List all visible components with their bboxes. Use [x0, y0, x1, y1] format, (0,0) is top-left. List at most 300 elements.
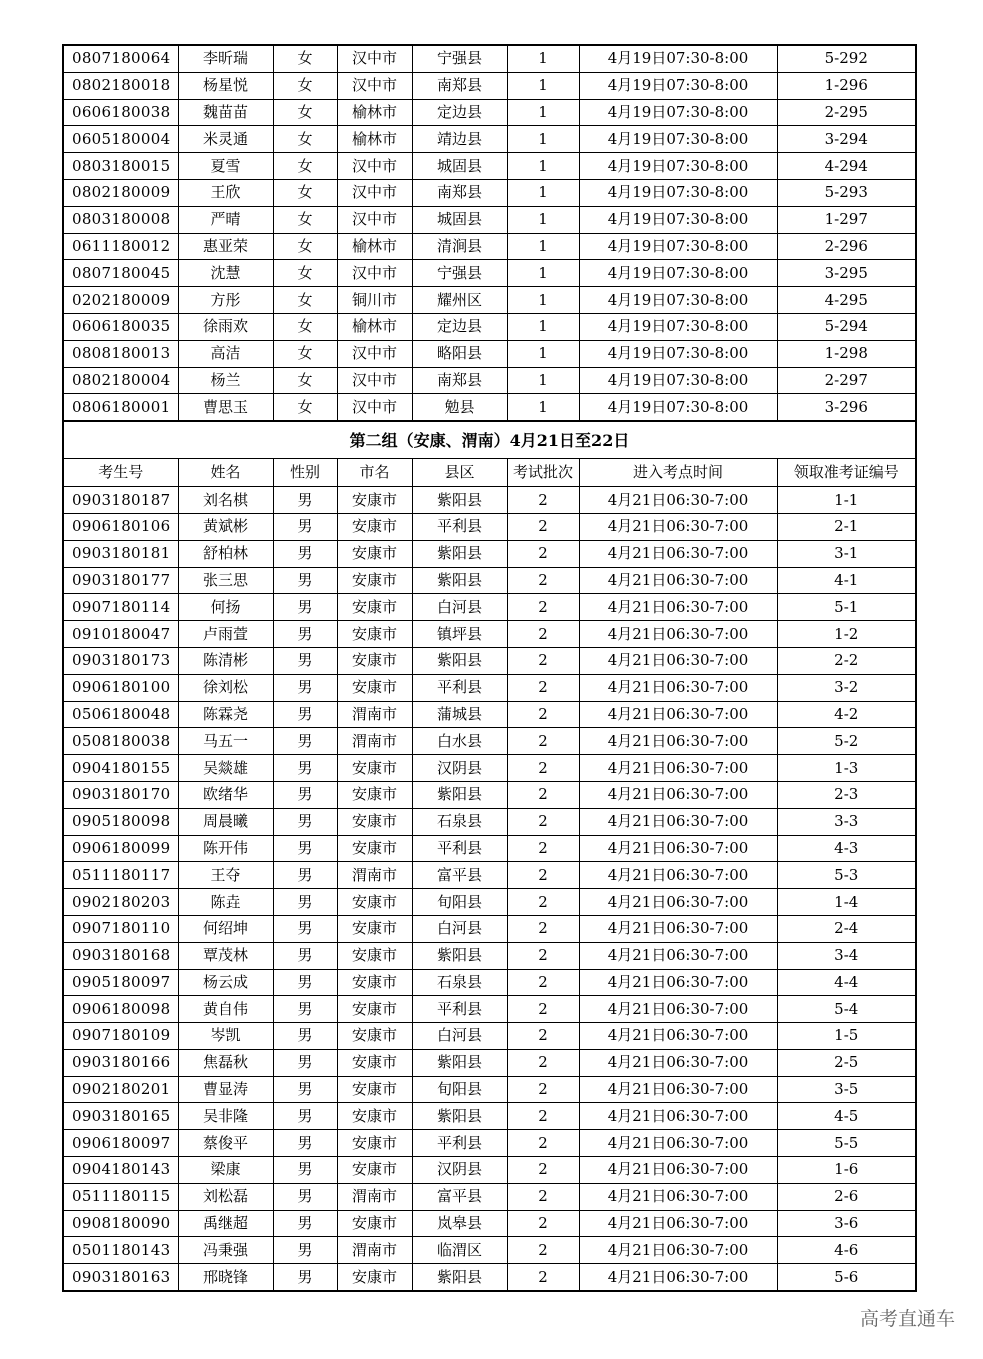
header-ticket-number: 领取准考证编号 — [777, 459, 916, 487]
cell-entry-time: 4月21日06:30-7:00 — [579, 915, 777, 942]
cell-city: 汉中市 — [337, 260, 412, 287]
cell-gender: 男 — [273, 1023, 337, 1050]
cell-name: 蔡俊平 — [178, 1130, 273, 1157]
cell-city: 安康市 — [337, 1023, 412, 1050]
cell-city: 榆林市 — [337, 99, 412, 126]
cell-gender: 男 — [273, 1264, 337, 1291]
cell-ticket-number: 5-292 — [777, 45, 916, 72]
cell-batch: 1 — [507, 313, 579, 340]
table-row — [63, 367, 916, 394]
table-row — [63, 153, 916, 180]
cell-name: 杨兰 — [178, 367, 273, 394]
cell-entry-time: 4月19日07:30-8:00 — [579, 313, 777, 340]
cell-ticket-number: 4-5 — [777, 1103, 916, 1130]
cell-batch: 2 — [507, 1157, 579, 1184]
cell-batch: 2 — [507, 647, 579, 674]
group1-rows — [63, 45, 916, 421]
cell-city: 汉中市 — [337, 340, 412, 367]
cell-gender: 男 — [273, 1237, 337, 1264]
table-row — [63, 260, 916, 287]
cell-entry-time: 4月21日06:30-7:00 — [579, 1264, 777, 1291]
cell-exam-number: 0903180168 — [63, 942, 178, 969]
cell-entry-time: 4月21日06:30-7:00 — [579, 621, 777, 648]
cell-batch: 2 — [507, 835, 579, 862]
cell-ticket-number: 5-3 — [777, 862, 916, 889]
cell-county: 岚皋县 — [412, 1210, 507, 1237]
cell-entry-time: 4月21日06:30-7:00 — [579, 701, 777, 728]
table-row — [63, 594, 916, 621]
cell-gender: 男 — [273, 862, 337, 889]
cell-ticket-number: 2-3 — [777, 781, 916, 808]
cell-batch: 2 — [507, 1049, 579, 1076]
cell-county: 汉阴县 — [412, 1157, 507, 1184]
cell-exam-number: 0605180004 — [63, 126, 178, 153]
cell-exam-number: 0904180143 — [63, 1157, 178, 1184]
cell-city: 安康市 — [337, 487, 412, 514]
cell-county: 紫阳县 — [412, 1103, 507, 1130]
cell-county: 靖边县 — [412, 126, 507, 153]
cell-ticket-number: 1-4 — [777, 889, 916, 916]
cell-name: 陈霖尧 — [178, 701, 273, 728]
cell-name: 邢晓锋 — [178, 1264, 273, 1291]
cell-name: 王欣 — [178, 179, 273, 206]
cell-exam-number: 0906180098 — [63, 996, 178, 1023]
cell-entry-time: 4月21日06:30-7:00 — [579, 594, 777, 621]
cell-county: 定边县 — [412, 313, 507, 340]
table-row — [63, 179, 916, 206]
cell-name: 王夺 — [178, 862, 273, 889]
cell-county: 城固县 — [412, 153, 507, 180]
cell-county: 石泉县 — [412, 808, 507, 835]
cell-name: 欧绪华 — [178, 781, 273, 808]
header-batch: 考试批次 — [507, 459, 579, 487]
cell-entry-time: 4月19日07:30-8:00 — [579, 72, 777, 99]
table-row — [63, 313, 916, 340]
cell-exam-number: 0508180038 — [63, 728, 178, 755]
cell-name: 冯秉强 — [178, 1237, 273, 1264]
header-entry-time: 进入考点时间 — [579, 459, 777, 487]
cell-exam-number: 0910180047 — [63, 621, 178, 648]
cell-batch: 1 — [507, 153, 579, 180]
cell-county: 蒲城县 — [412, 701, 507, 728]
cell-batch: 2 — [507, 808, 579, 835]
table-row — [63, 567, 916, 594]
cell-exam-number: 0903180166 — [63, 1049, 178, 1076]
watermark: 高考直通车 — [859, 1308, 955, 1330]
table-row — [63, 674, 916, 701]
cell-county: 旬阳县 — [412, 1076, 507, 1103]
cell-batch: 2 — [507, 1264, 579, 1291]
cell-gender: 男 — [273, 540, 337, 567]
cell-ticket-number: 2-5 — [777, 1049, 916, 1076]
cell-exam-number: 0506180048 — [63, 701, 178, 728]
cell-city: 渭南市 — [337, 1183, 412, 1210]
cell-name: 何绍坤 — [178, 915, 273, 942]
cell-entry-time: 4月21日06:30-7:00 — [579, 1076, 777, 1103]
table-row — [63, 942, 916, 969]
table-row — [63, 99, 916, 126]
cell-exam-number: 0606180038 — [63, 99, 178, 126]
cell-city: 安康市 — [337, 808, 412, 835]
cell-county: 紫阳县 — [412, 1049, 507, 1076]
table-row — [63, 862, 916, 889]
cell-exam-number: 0906180099 — [63, 835, 178, 862]
cell-entry-time: 4月21日06:30-7:00 — [579, 889, 777, 916]
table-row — [63, 1076, 916, 1103]
cell-batch: 2 — [507, 915, 579, 942]
cell-batch: 2 — [507, 1023, 579, 1050]
cell-ticket-number: 5-4 — [777, 996, 916, 1023]
cell-name: 李昕瑞 — [178, 45, 273, 72]
cell-entry-time: 4月21日06:30-7:00 — [579, 1049, 777, 1076]
header-exam-number: 考生号 — [63, 459, 178, 487]
table-row — [63, 72, 916, 99]
cell-name: 舒柏林 — [178, 540, 273, 567]
table-row — [63, 808, 916, 835]
cell-gender: 女 — [273, 287, 337, 314]
cell-gender: 男 — [273, 674, 337, 701]
cell-gender: 女 — [273, 340, 337, 367]
cell-gender: 男 — [273, 1210, 337, 1237]
cell-county: 平利县 — [412, 513, 507, 540]
cell-ticket-number: 1-3 — [777, 755, 916, 782]
table-row — [63, 287, 916, 314]
cell-exam-number: 0906180106 — [63, 513, 178, 540]
header-name: 姓名 — [178, 459, 273, 487]
cell-name: 陈清彬 — [178, 647, 273, 674]
cell-name: 刘名棋 — [178, 487, 273, 514]
cell-name: 张三思 — [178, 567, 273, 594]
group2-section — [63, 421, 916, 487]
cell-name: 米灵通 — [178, 126, 273, 153]
cell-gender: 男 — [273, 996, 337, 1023]
cell-batch: 2 — [507, 540, 579, 567]
cell-city: 汉中市 — [337, 394, 412, 421]
cell-county: 南郑县 — [412, 179, 507, 206]
cell-name: 严晴 — [178, 206, 273, 233]
cell-entry-time: 4月21日06:30-7:00 — [579, 1183, 777, 1210]
cell-name: 卢雨萱 — [178, 621, 273, 648]
cell-city: 安康市 — [337, 1103, 412, 1130]
cell-ticket-number: 5-293 — [777, 179, 916, 206]
cell-gender: 男 — [273, 621, 337, 648]
cell-exam-number: 0903180181 — [63, 540, 178, 567]
cell-ticket-number: 1-2 — [777, 621, 916, 648]
cell-batch: 2 — [507, 594, 579, 621]
table-row — [63, 1103, 916, 1130]
section-title-row — [63, 421, 916, 459]
cell-name: 徐刘松 — [178, 674, 273, 701]
cell-county: 紫阳县 — [412, 781, 507, 808]
cell-entry-time: 4月21日06:30-7:00 — [579, 808, 777, 835]
cell-batch: 2 — [507, 755, 579, 782]
cell-gender: 女 — [273, 206, 337, 233]
table-row — [63, 781, 916, 808]
cell-ticket-number: 3-6 — [777, 1210, 916, 1237]
header-gender: 性别 — [273, 459, 337, 487]
cell-gender: 男 — [273, 1157, 337, 1184]
cell-exam-number: 0903180165 — [63, 1103, 178, 1130]
cell-county: 紫阳县 — [412, 487, 507, 514]
cell-exam-number: 0904180155 — [63, 755, 178, 782]
cell-gender: 男 — [273, 701, 337, 728]
cell-exam-number: 0803180015 — [63, 153, 178, 180]
cell-gender: 女 — [273, 367, 337, 394]
cell-exam-number: 0902180203 — [63, 889, 178, 916]
cell-city: 安康市 — [337, 1210, 412, 1237]
cell-county: 紫阳县 — [412, 567, 507, 594]
header-city: 市名 — [337, 459, 412, 487]
cell-exam-number: 0902180201 — [63, 1076, 178, 1103]
cell-ticket-number: 3-2 — [777, 674, 916, 701]
cell-city: 汉中市 — [337, 179, 412, 206]
cell-gender: 男 — [273, 755, 337, 782]
cell-name: 陈开伟 — [178, 835, 273, 862]
cell-gender: 女 — [273, 153, 337, 180]
cell-entry-time: 4月21日06:30-7:00 — [579, 1023, 777, 1050]
cell-county: 耀州区 — [412, 287, 507, 314]
table-row — [63, 540, 916, 567]
table-row — [63, 1157, 916, 1184]
cell-city: 榆林市 — [337, 126, 412, 153]
cell-entry-time: 4月21日06:30-7:00 — [579, 1237, 777, 1264]
cell-county: 石泉县 — [412, 969, 507, 996]
cell-batch: 1 — [507, 72, 579, 99]
cell-city: 安康市 — [337, 674, 412, 701]
cell-exam-number: 0903180173 — [63, 647, 178, 674]
cell-name: 沈慧 — [178, 260, 273, 287]
cell-entry-time: 4月21日06:30-7:00 — [579, 835, 777, 862]
cell-exam-number: 0806180001 — [63, 394, 178, 421]
cell-county: 白河县 — [412, 1023, 507, 1050]
cell-city: 安康市 — [337, 1076, 412, 1103]
cell-batch: 2 — [507, 996, 579, 1023]
table-row — [63, 340, 916, 367]
cell-batch: 2 — [507, 1237, 579, 1264]
cell-county: 平利县 — [412, 674, 507, 701]
cell-city: 安康市 — [337, 1130, 412, 1157]
cell-gender: 女 — [273, 313, 337, 340]
table-row — [63, 969, 916, 996]
cell-city: 安康市 — [337, 1264, 412, 1291]
cell-batch: 1 — [507, 340, 579, 367]
cell-city: 安康市 — [337, 594, 412, 621]
cell-county: 紫阳县 — [412, 1264, 507, 1291]
cell-exam-number: 0903180177 — [63, 567, 178, 594]
cell-city: 铜川市 — [337, 287, 412, 314]
cell-city: 安康市 — [337, 915, 412, 942]
cell-ticket-number: 1-1 — [777, 487, 916, 514]
cell-gender: 男 — [273, 1130, 337, 1157]
cell-ticket-number: 3-1 — [777, 540, 916, 567]
cell-city: 渭南市 — [337, 1237, 412, 1264]
cell-exam-number: 0905180097 — [63, 969, 178, 996]
cell-gender: 男 — [273, 889, 337, 916]
cell-exam-number: 0807180064 — [63, 45, 178, 72]
table-row — [63, 996, 916, 1023]
cell-city: 汉中市 — [337, 153, 412, 180]
cell-entry-time: 4月21日06:30-7:00 — [579, 674, 777, 701]
cell-ticket-number: 2-297 — [777, 367, 916, 394]
table-row — [63, 1023, 916, 1050]
cell-exam-number: 0802180018 — [63, 72, 178, 99]
table-row — [63, 1210, 916, 1237]
cell-ticket-number: 3-296 — [777, 394, 916, 421]
table-row — [63, 394, 916, 421]
cell-county: 宁强县 — [412, 260, 507, 287]
cell-county: 富平县 — [412, 1183, 507, 1210]
cell-city: 安康市 — [337, 513, 412, 540]
cell-county: 南郑县 — [412, 72, 507, 99]
cell-entry-time: 4月19日07:30-8:00 — [579, 45, 777, 72]
cell-exam-number: 0906180097 — [63, 1130, 178, 1157]
cell-name: 黄自伟 — [178, 996, 273, 1023]
column-header-row — [63, 459, 916, 487]
cell-gender: 女 — [273, 260, 337, 287]
cell-entry-time: 4月21日06:30-7:00 — [579, 942, 777, 969]
cell-entry-time: 4月21日06:30-7:00 — [579, 540, 777, 567]
cell-batch: 2 — [507, 701, 579, 728]
cell-name: 何扬 — [178, 594, 273, 621]
cell-ticket-number: 1-296 — [777, 72, 916, 99]
cell-entry-time: 4月19日07:30-8:00 — [579, 153, 777, 180]
cell-city: 安康市 — [337, 647, 412, 674]
cell-exam-number: 0907180114 — [63, 594, 178, 621]
cell-county: 汉阴县 — [412, 755, 507, 782]
cell-name: 魏苗苗 — [178, 99, 273, 126]
cell-entry-time: 4月19日07:30-8:00 — [579, 260, 777, 287]
cell-city: 汉中市 — [337, 367, 412, 394]
cell-city: 安康市 — [337, 1157, 412, 1184]
cell-gender: 男 — [273, 915, 337, 942]
cell-batch: 1 — [507, 367, 579, 394]
cell-name: 覃茂林 — [178, 942, 273, 969]
cell-city: 渭南市 — [337, 728, 412, 755]
cell-ticket-number: 4-294 — [777, 153, 916, 180]
cell-ticket-number: 2-4 — [777, 915, 916, 942]
cell-entry-time: 4月21日06:30-7:00 — [579, 755, 777, 782]
cell-batch: 1 — [507, 233, 579, 260]
cell-gender: 男 — [273, 487, 337, 514]
cell-gender: 男 — [273, 728, 337, 755]
group2-title: 第二组（安康、渭南）4月21日至22日 — [63, 421, 916, 459]
cell-entry-time: 4月21日06:30-7:00 — [579, 1130, 777, 1157]
cell-ticket-number: 2-296 — [777, 233, 916, 260]
group2-rows — [63, 487, 916, 1291]
cell-city: 安康市 — [337, 942, 412, 969]
cell-batch: 2 — [507, 1210, 579, 1237]
cell-batch: 1 — [507, 99, 579, 126]
cell-batch: 2 — [507, 567, 579, 594]
table-row — [63, 1130, 916, 1157]
cell-entry-time: 4月19日07:30-8:00 — [579, 367, 777, 394]
cell-city: 安康市 — [337, 969, 412, 996]
cell-entry-time: 4月19日07:30-8:00 — [579, 233, 777, 260]
cell-exam-number: 0903180170 — [63, 781, 178, 808]
cell-entry-time: 4月19日07:30-8:00 — [579, 179, 777, 206]
cell-exam-number: 0606180035 — [63, 313, 178, 340]
cell-ticket-number: 5-1 — [777, 594, 916, 621]
cell-city: 安康市 — [337, 567, 412, 594]
cell-entry-time: 4月19日07:30-8:00 — [579, 340, 777, 367]
table-row — [63, 45, 916, 72]
cell-entry-time: 4月21日06:30-7:00 — [579, 1103, 777, 1130]
cell-entry-time: 4月21日06:30-7:00 — [579, 487, 777, 514]
cell-ticket-number: 5-2 — [777, 728, 916, 755]
cell-ticket-number: 2-295 — [777, 99, 916, 126]
cell-batch: 2 — [507, 487, 579, 514]
table-row — [63, 206, 916, 233]
cell-gender: 男 — [273, 942, 337, 969]
table-row — [63, 915, 916, 942]
cell-ticket-number: 3-294 — [777, 126, 916, 153]
cell-entry-time: 4月21日06:30-7:00 — [579, 513, 777, 540]
cell-ticket-number: 4-6 — [777, 1237, 916, 1264]
cell-city: 汉中市 — [337, 206, 412, 233]
cell-name: 陈垚 — [178, 889, 273, 916]
cell-exam-number: 0907180109 — [63, 1023, 178, 1050]
cell-entry-time: 4月19日07:30-8:00 — [579, 394, 777, 421]
cell-batch: 2 — [507, 1130, 579, 1157]
cell-city: 安康市 — [337, 835, 412, 862]
table-row — [63, 126, 916, 153]
cell-county: 南郑县 — [412, 367, 507, 394]
cell-name: 周晨曦 — [178, 808, 273, 835]
cell-batch: 2 — [507, 1076, 579, 1103]
cell-batch: 2 — [507, 621, 579, 648]
cell-county: 平利县 — [412, 1130, 507, 1157]
cell-entry-time: 4月21日06:30-7:00 — [579, 781, 777, 808]
cell-entry-time: 4月21日06:30-7:00 — [579, 1157, 777, 1184]
cell-ticket-number: 2-6 — [777, 1183, 916, 1210]
cell-entry-time: 4月19日07:30-8:00 — [579, 99, 777, 126]
cell-gender: 男 — [273, 1103, 337, 1130]
cell-gender: 女 — [273, 233, 337, 260]
cell-name: 岑凯 — [178, 1023, 273, 1050]
cell-gender: 男 — [273, 567, 337, 594]
cell-batch: 2 — [507, 1103, 579, 1130]
cell-ticket-number: 4-2 — [777, 701, 916, 728]
cell-batch: 1 — [507, 45, 579, 72]
cell-ticket-number: 4-1 — [777, 567, 916, 594]
cell-exam-number: 0202180009 — [63, 287, 178, 314]
cell-batch: 1 — [507, 206, 579, 233]
cell-county: 富平县 — [412, 862, 507, 889]
cell-county: 白河县 — [412, 915, 507, 942]
cell-gender: 女 — [273, 394, 337, 421]
cell-city: 榆林市 — [337, 233, 412, 260]
cell-gender: 男 — [273, 1076, 337, 1103]
cell-city: 汉中市 — [337, 45, 412, 72]
cell-batch: 1 — [507, 394, 579, 421]
cell-gender: 男 — [273, 1183, 337, 1210]
table-row — [63, 647, 916, 674]
cell-ticket-number: 5-294 — [777, 313, 916, 340]
cell-entry-time: 4月21日06:30-7:00 — [579, 969, 777, 996]
cell-name: 曹显涛 — [178, 1076, 273, 1103]
cell-gender: 女 — [273, 45, 337, 72]
cell-ticket-number: 1-5 — [777, 1023, 916, 1050]
cell-batch: 2 — [507, 942, 579, 969]
cell-name: 杨星悦 — [178, 72, 273, 99]
cell-ticket-number: 1-297 — [777, 206, 916, 233]
cell-county: 临渭区 — [412, 1237, 507, 1264]
table-row — [63, 1237, 916, 1264]
table-row — [63, 621, 916, 648]
cell-exam-number: 0802180009 — [63, 179, 178, 206]
cell-name: 黄斌彬 — [178, 513, 273, 540]
table-row — [63, 835, 916, 862]
